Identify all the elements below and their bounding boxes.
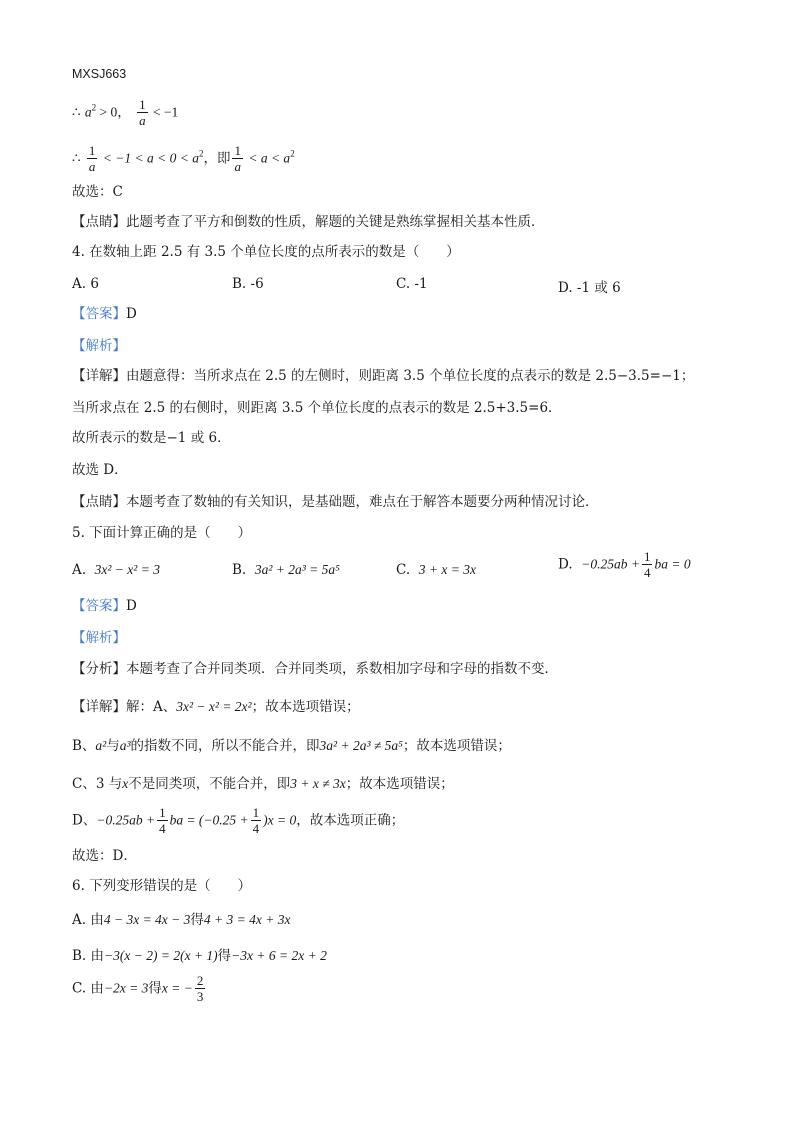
analysis-text: 本题考查了合并同类项．合并同类项，系数相加字母和字母的指数不变． — [126, 661, 558, 677]
q5-detail-b: B、a²与a³的指数不同，所以不能合并，即3a² + 2a³ ≠ 5a⁵；故本选项错误； — [72, 738, 511, 754]
q6-option-a: A. 由4 − 3x = 4x − 3得4 + 3 = 4x + 3x — [72, 912, 291, 928]
note-1 — [72, 216, 545, 230]
note-text: 本题考查了数轴的有关知识，是基础题，难点在于解答本题要分两种情况讨论． — [126, 494, 599, 510]
analysis-sub-tag: 【分析】 — [72, 661, 126, 677]
q4-option-d: D. -1 或 6 — [558, 280, 621, 296]
text-ji: ，即 — [203, 150, 231, 167]
q4-answer — [72, 308, 137, 322]
q4-stem: 4. 在数轴上距 2.5 有 3.5 个单位长度的点所表示的数是（ ） — [72, 244, 460, 260]
fraction-one-over-a: $\frac{1}{a}$ — [139, 97, 146, 128]
math-gt-zero: > 0， — [96, 104, 131, 120]
q4-detail-1 — [72, 370, 694, 384]
q4-option-c: C. -1 — [396, 276, 428, 292]
q4-detail-4: 故选 D． — [72, 462, 128, 478]
document-code: MXSJ663 — [72, 67, 127, 81]
note-tag: 【点睛】 — [72, 494, 126, 510]
q5-option-a: A. 3x² − x² = 3 — [72, 562, 160, 578]
q5-detail-d: D、−0.25ab + $\frac{1}{4}$ ba = (−0.25 + $\frac{1}{4}$ )x = 0，故本选项正确； — [72, 805, 405, 836]
q5-option-b: B. 3a² + 2a³ = 5a⁵ — [232, 562, 340, 578]
math-lt-neg-one: < −1 — [149, 104, 179, 120]
therefore-symbol: ∴ — [72, 150, 81, 167]
choose-c: 故选：C — [72, 184, 123, 200]
q5-detail-a: 【详解】解：A、3x² − x² = 2x²；故本选项错误； — [72, 699, 360, 715]
q5-answer — [72, 600, 137, 614]
q5-detail-c: C、3 与x不是同类项，不能合并，即3 + x ≠ 3x；故本选项错误； — [72, 776, 454, 792]
fraction-one-over-a: $\frac{1}{a}$ — [88, 143, 96, 174]
q4-option-a: A. 6 — [72, 276, 99, 292]
q5-analysis-tag: 【解析】 — [72, 630, 126, 646]
q6-stem: 6. 下列变形错误的是（ ） — [72, 878, 252, 894]
q5-option-d: D. −0.25ab + $\frac{1}{4}$ ba = 0 — [558, 549, 691, 580]
q5-option-c: C. 3 + x = 3x — [396, 562, 476, 578]
inequality-line-1: ∴ $a^2 > 0$， $\frac{1}{a}$ < −1 — [72, 97, 179, 128]
q4-detail-2: 当所求点在 2.5 的右侧时，则距离 3.5 个单位长度的点表示的数是 2.5+3.5=6． — [72, 400, 562, 416]
therefore-symbol: ∴ — [72, 104, 81, 121]
detail-tag: 【详解】 — [72, 368, 126, 384]
q6-option-c: C. 由−2x = 3得x = − $\frac{2}{3}$ — [72, 973, 204, 1004]
answer-value: D — [126, 598, 137, 614]
detail-text: 由题意得：当所求点在 2.5 的左侧时，则距离 3.5 个单位长度的点表示的数是 2.5−3.5=−1； — [126, 368, 695, 384]
q4-note — [72, 496, 599, 510]
fraction-one-quarter: $\frac{1}{4}$ — [159, 805, 166, 836]
inequality-line-2: ∴ $\frac{1}{a}$ < $-1 < a < 0 < a^2$，即 $\frac{1}{a}$ < $a < a^2$ — [72, 143, 295, 174]
answer-tag: 【答案】 — [72, 306, 126, 322]
answer-tag: 【答案】 — [72, 598, 126, 614]
math-chain: < −1 < a < 0 < a — [99, 150, 199, 166]
math-a: a — [84, 104, 92, 120]
detail-tag: 【详解】 — [72, 699, 126, 715]
answer-value: D — [126, 306, 137, 322]
q6-option-b: B. 由−3(x − 2) = 2(x + 1)得−3x + 6 = 2x + 2 — [72, 948, 327, 964]
q5-analysis — [72, 663, 558, 677]
q5-stem: 5. 下面计算正确的是（ ） — [72, 525, 252, 541]
q5-choose: 故选：D． — [72, 848, 137, 864]
fraction-two-thirds: $\frac{2}{3}$ — [196, 973, 204, 1004]
note-tag: 【点睛】 — [72, 214, 126, 230]
q4-detail-3: 故所表示的数是−1 或 6． — [72, 430, 231, 446]
q4-analysis-tag: 【解析】 — [72, 338, 126, 354]
fraction-one-quarter: $\frac{1}{4}$ — [643, 549, 651, 580]
fraction-one-quarter: $\frac{1}{4}$ — [252, 805, 260, 836]
math-chain-2: < a < a — [244, 150, 291, 166]
note-text: 此题考查了平方和倒数的性质，解题的关键是熟练掌握相关基本性质． — [126, 214, 545, 230]
fraction-one-over-a: $\frac{1}{a}$ — [234, 143, 241, 174]
q4-option-b: B. -6 — [232, 276, 264, 292]
